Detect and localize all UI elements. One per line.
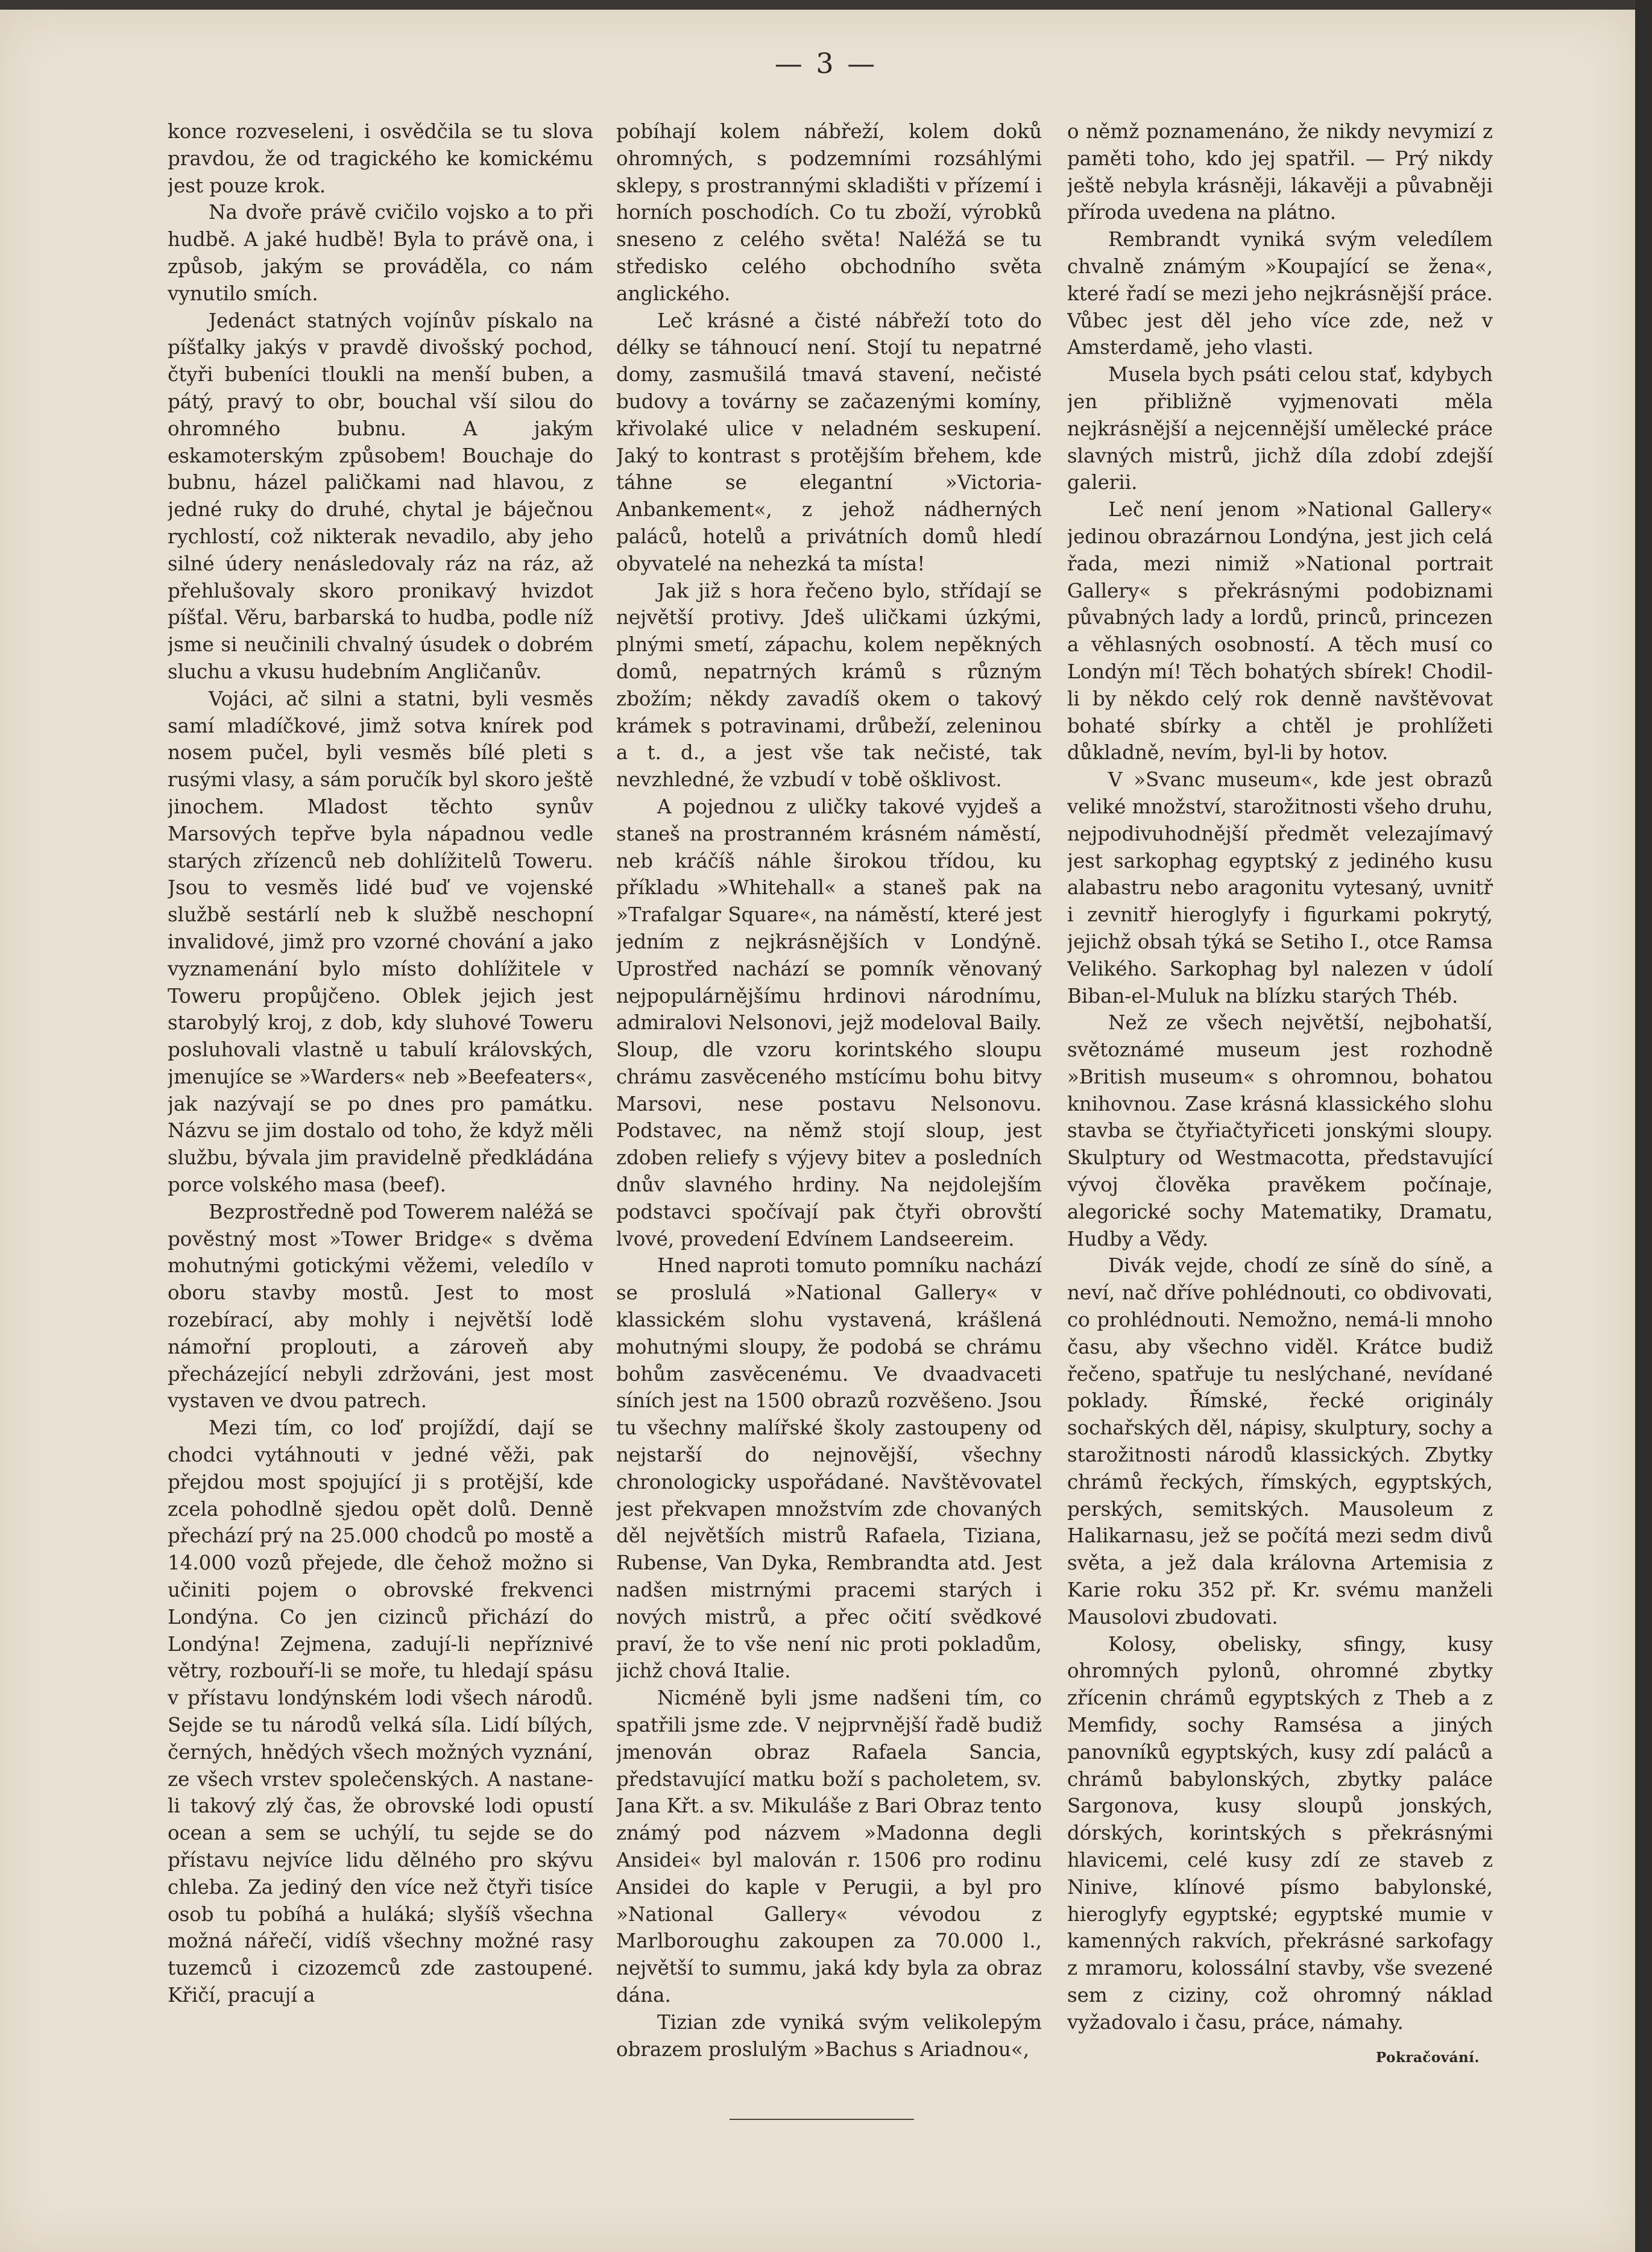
paragraph: Nicméně byli jsme nadšeni tím, co spatřili jsme zde. V nejprvnější řadě budiž jmenován obraz Rafaela Sancia, představující matku boží s pacholetem, sv. Jana Křt. a sv. Mikuláše z Bari Obraz tento známý pod názvem »Madonna degli Ansidei« byl malován r. 1506 pro rodinu Ansidei do kaple v Perugii, a byl pro »National Gallery« vévodou z Marlboroughu zakoupen za 70.000 l., největší to summu, jaká kdy byla za obraz dána. — [616, 1686, 1042, 2007]
text-column-1 — [168, 118, 593, 2078]
page-number: — 3 — — [774, 47, 878, 80]
paragraph: Hned naproti tomuto pomníku nachází se proslulá »National Gallery« v klassickém slohu vystavená, krášlená mohutnými sloupy, že podobá se chrámu bohům zasvěcenému. Ve dvaadvaceti síních jest na 1500 obrazů rozvěšeno. Jsou tu všechny malířské školy zastoupeny od nejstarší do nejnovější, všechny chronologicky uspořádané. Navštěvovatel jest překvapen množstvím zde chovaných děl největších mistrů Rafaela, Tiziana, Rubense, Van Dyka, Rembrandta atd. Jest nadšen mistrnými pracemi starých i nových mistrů, a přec očití svědkové praví, že to vše není nic proti pokladům, jichž chová Italie. — [616, 1254, 1042, 1683]
paragraph: pobíhají kolem nábřeží, kolem doků ohromných, s podzemními rozsáhlými sklepy, s prostrannými skladišti v přízemí i horních poschodích. Co tu zboží, výrobků sneseno z celého světa! Naléžá se tu středisko celého obchodního světa anglického. — [616, 120, 1042, 305]
paragraph: Divák vejde, chodí ze síně do síně, a neví, nač dříve pohlédnouti, co obdivovati, co prohlédnouti. Nemožno, nemá-li mnoho času, aby všechno viděl. Krátce budiž řečeno, spatřuje tu neslýchané, nevídané poklady. Římské, řecké originály sochařských děl, nápisy, skulptury, sochy a starožitnosti národů klassických. Zbytky chrámů řeckých, římských, egyptských, perských, semitských. Mausoleum z Halikarnasu, jež se počítá mezi sedm divů světa, a jež dala královna Artemisia z Karie roku 352 př. Kr. svému manželi Mausolovi zbudovati. — [1067, 1254, 1493, 1629]
paragraph: o němž poznamenáno, že nikdy nevymizí z paměti toho, kdo jej spatřil. — Prý nikdy ještě nebyla krásněji, lákavěji a půvabněji příroda uvedena na plátno. — [1067, 120, 1493, 224]
paragraph: Než ze všech největší, nejbohatší, světoznámé museum jest rozhodně »British museum« s ohromnou, bohatou knihovnou. Zase krásná klassického slohu stavba se čtyřiačtyřiceti jonskými sloupy. Skulptury od Westmacotta, představující vývoj člověka pravěkem počínaje, alegorické sochy Matematiky, Dramatu, Hudby a Vědy. — [1067, 1011, 1493, 1251]
paragraph: Bezprostředně pod Towerem naléžá se pověstný most »Tower Bridge« s dvěma mohutnými gotickými věžemi, veledílo v oboru stavby mostů. Jest to most rozebírací, aby mohly i největší lodě námořní proplouti, a zároveň aby přecházející nebyli zdržováni, jest most vystaven ve dvou patrech. — [168, 1200, 593, 1413]
paragraph: Vojáci, ač silni a statni, byli vesměs samí mladíčkové, jimž sotva knírek pod nosem pučel, byli vesměs bílé pleti s rusými vlasy, a sám poručík byl skoro ještě jinochem. Mladost těchto synův Marsových tepřve byla nápadnou vedle starých zřízenců neb dohlížitelů Toweru. Jsou to vesměs lidé buď ve vojenské službě sestárlí neb k službě neschopní invalidové, jimž pro vzorné chování a jako vyznamenání bylo místo dohlížitele v Toweru propůjčeno. Oblek jejich jest starobylý kroj, z dob, kdy sluhové Toweru posluhovali vlastně u tabulí královských, jmenujíce se »Warders« neb »Beefeaters«, jak nazývají se po dnes pro památku. Názvu se jim dostalo od toho, že když měli službu, bývala jim pravidelně předkládána porce volského masa (beef). — [168, 687, 593, 1197]
paragraph: Leč krásné a čisté nábřeží toto do délky se táhnoucí není. Stojí tu nepatrné domy, zasmušilá tmavá stavení, nečisté budovy a továrny se začazenými komíny, křivolaké ulice v neladném seskupení. Jaký to kontrast s protějším břehem, kde táhne se elegantní »Victoria-Anbankement«, z jehož nádherných paláců, hotelů a privátních domů hledí obyvatelé na nehezká ta místa! — [616, 309, 1042, 575]
paragraph: Kolosy, obelisky, sfingy, kusy ohromných pylonů, ohromné zbytky zřícenin chrámů egyptských z Theb a z Memfidy, sochy Ramsésa a jiných panovníků egyptských, kusy zdí paláců a chrámů babylonských, zbytky paláce Sargonova, kusy sloupů jonských, dórských, korintských s překrásnými hlavicemi, celé kusy zdí ze staveb z Ninive, klínové písmo babylonské, hieroglyfy egyptské; egyptské mumie v kamenných rakvích, překrásné sarkofagy z mramoru, kolossální stavby, vše svezené sem z ciziny, což ohromný náklad vyžadovalo i času, práce, námahy. — [1067, 1632, 1493, 2034]
paragraph: V »Svanc museum«, kde jest obrazů veliké množství, starožitnosti všeho druhu, nejpodivuhodnější předmět velezajímavý jest sarkophag egyptský z jediného kusu alabastru nebo aragonitu vytesaný, uvnitř i zevnitř hieroglyfy i figurkami pokrytý, jejichž obsah týká se Setiho I., otce Ramsa Velikého. Sarkophag byl nalezen v údolí Biban-el-Muluk na blízku starých Théb. — [1067, 768, 1493, 1008]
paragraph: Na dvoře právě cvičilo vojsko a to při hudbě. A jaké hudbě! Byla to právě ona, i způsob, jakým se prováděla, co nám vynutilo smích. — [168, 201, 593, 305]
paragraph: Leč není jenom »National Gallery« jedinou obrazárnou Londýna, jest jich celá řada, mezi nimiž »National portrait Gallery« s překrásnými podobiznami půvabných lady a lordů, princů, princezen a věhlasných osobností. A těch musí co Londýn mí! Těch bohatých sbírek! Chodil-li by někdo celý rok denně navštěvovat bohaté sbírky a chtěl je prohlížeti důkladně, nevím, byl-li by hotov. — [1067, 498, 1493, 765]
paragraph: Jedenáct statných vojínův pískalo na píšťalky jakýs v pravdě divošský pochod, čtyři bubeníci tloukli na menší buben, a pátý, pravý to obr, bouchal vší silou do ohromného bubnu. A jakým eskamoterským způsobem! Bouchaje do bubnu, házel paličkami nad hlavou, z jedné ruky do druhé, chytal je báječnou rychlostí, což nikterak nevadilo, aby jeho silné údery nenásledovaly ráz na ráz, až přehlušovaly skoro pronikavý hvizdot píšťal. Věru, barbarská to hudba, podle níž jsme si neučinili chvalný úsudek o dobrém sluchu a vkusu hudebním Angličanův. — [168, 309, 593, 683]
paragraph: konce rozveseleni, i osvědčila se tu slova pravdou, že od tragického ke komickému jest pouze krok. — [168, 120, 593, 197]
paragraph: Tizian zde vyniká svým velikolepým obrazem proslulým »Bachus s Ariadnou«, — [616, 2010, 1042, 2061]
paragraph: A pojednou z uličky takové vyjdeš a staneš na prostranném krásném náměstí, neb kráčíš náhle širokou třídou, ku příkladu »Whitehall« a staneš pak na »Trafalgar Square«, na náměstí, které jest jedním z nejkrásnějších v Londýně. Uprostřed nachází se pomník věnovaný nejpopulárnějšímu hrdinovi národnímu, admiralovi Nelsonovi, jejž modeloval Baily. Sloup, dle vzoru korintského sloupu chrámu zasvěceného mstícímu bohu bitvy Marsovi, nese postavu Nelsonovu. Podstavec, na němž stojí sloup, jest zdoben reliefy s výjevy bitev a posledních dnův slavného hrdiny. Na nejdolejším podstavci spočívají pak čtyři obrovští lvové, provedení Edvínem Landseereim. — [616, 795, 1042, 1251]
footer-divider — [730, 2119, 914, 2120]
continuation-note: Pokračování. — [1375, 2049, 1480, 2066]
text-column-3 — [1067, 118, 1493, 2078]
paragraph: Rembrandt vyniká svým veledílem chvalně známým »Koupající se žena«, které řadí se mezi jeho nejkrásnější práce. Vůbec jest děl jeho více zde, než v Amsterdamě, jeho vlasti. — [1067, 228, 1493, 359]
text-column-2 — [616, 118, 1042, 2078]
page-sheet — [0, 10, 1635, 2252]
paragraph: Jak již s hora řečeno bylo, střídají se největší protivy. Jdeš uličkami úzkými, plnými smetí, zápachu, kolem nepěkných domů, nepatrných krámů s různým zbožím; někdy zavadíš okem o takový krámek s potravinami, drůbeží, zeleninou a t. d., a jest vše tak nečisté, tak nevzhledné, že vzbudí v tobě ošklivost. — [616, 579, 1042, 792]
page-edge-shadow — [1635, 0, 1652, 2252]
paragraph: Musela bych psáti celou stať, kdybych jen přibližně vyjmenovati měla nejkrásnější a nejcennější umělecké práce slavných mistrů, jichž díla zdobí zdejší galerii. — [1067, 363, 1493, 494]
paragraph: Mezi tím, co loď projíždí, dají se chodci vytáhnouti v jedné věži, pak přejdou most spojující ji s protější, kde zcela pohodlně sjedou opět dolů. Denně přechází prý na 25.000 chodců po mostě a 14.000 vozů přejede, dle čehož možno si učiniti pojem o obrovské frekvenci Londýna. Co jen cizinců přichází do Londýna! Zejmena, zadují-li nepříznivé větry, rozbouří-li se moře, tu hledají spásu v přístavu londýnském lodi všech národů. Sejde se tu národů velká síla. Lidí bílých, černých, hnědých všech možných vyznání, ze všech vrstev společenských. A nastane-li takový zlý čas, že obrovské lodi opustí ocean a sem se uchýlí, tu sejde se do přístavu nejvíce lidu dělného pro skývu chleba. Za jediný den více než čtyři tisíce osob tu pobíhá a huláká; slyšíš všechna možná nářečí, vidíš všechny možné rasy tuzemců i cizozemců zde zastoupené. Křičí, pracují a — [168, 1416, 593, 2007]
